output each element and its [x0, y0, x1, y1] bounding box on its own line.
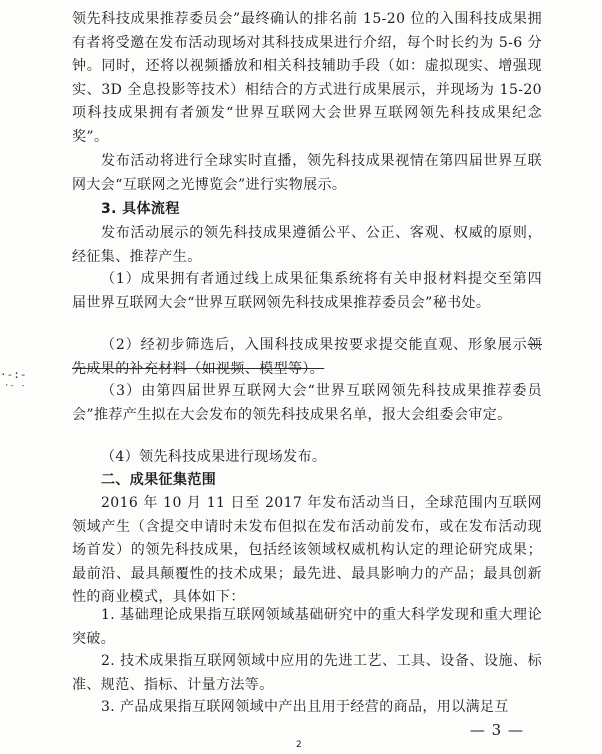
step-4: （4）领先科技成果进行现场发布。 [101, 449, 327, 465]
heading-specific-process: 3. 具体流程 [101, 201, 180, 217]
category-technology: 2. 技术成果指互联网领域中应用的先进工艺、工具、设备、设施、标准、规范、指标、计量方法等。 [72, 653, 542, 693]
step-3: （3）由第四届世界互联网大会“世界互联网领先科技成果推荐委员会”推荐产生拟在大会发布的领先科技成果名单，报大会组委会审定。 [72, 383, 542, 423]
paragraph-principles: 发布活动展示的领先科技成果遵循公平、公正、客观、权威的原则，经征集、推荐产生。 [72, 225, 542, 265]
category-product: 3. 产品成果指互联网领域中产出且用于经营的商品，用以满足互 [101, 699, 509, 715]
scan-margin-mark: ·-:- [0, 368, 27, 381]
step-1: （1）成果拥有者通过线上成果征集系统将有关申报材料提交至第四届世界互联网大会“世界互联网领先科技成果推荐委员会”秘书处。 [72, 271, 542, 311]
heading-collection-scope: 二、成果征集范围 [101, 472, 217, 488]
step-2 [72, 334, 542, 381]
scan-footer-number: 2 [296, 740, 302, 750]
page-number: — 3 — [469, 721, 524, 739]
scan-margin-mark-2: ·- - [4, 381, 26, 391]
paragraph-award-intro: 领先科技成果推荐委员会”最终确认的排名前 15-20 位的入围科技成果拥有者将受邀在发布活动现场对其科技成果进行介绍，每个时长约为 5-6 分钟。同时，还将以视频播放和相关科技辅助手段（如：虚拟现实、增强现实、3D 全息投影等技术）相结合的方式进行成果展示，并现场为 15-20 项科技成果拥有者颁发“世界互联网大会世界互联网领先科技成果纪念奖”。 [72, 11, 542, 145]
paragraph-scope-description: 2016 年 10 月 11 日至 2017 年发布活动当日，全球范围内互联网领域产生（含提交申请时未发布但拟在发布活动前发布，或在发布活动现场首发）的领先科技成果，包括经该领域权威机构认定的理论研究成果；最前沿、最具颠覆性的技术成果；最先进、最具影响力的产品；最具创新性的商业模式，具体如下： [72, 495, 542, 605]
step-2-text: （2）经初步筛选后，入围科技成果按要求提交能直观、形象展示 [101, 337, 528, 353]
paragraph-live-broadcast: 发布活动将进行全球实时直播，领先科技成果视情在第四届世界互联网大会“互联网之光博览会”进行实物展示。 [72, 153, 542, 193]
step-2-struck-text: 领先成果的补充材料（如视频、模型等）。 [72, 337, 542, 377]
category-basic-theory: 1. 基础理论成果指互联网领域基础研究中的重大科学发现和重大理论突破。 [72, 607, 542, 647]
